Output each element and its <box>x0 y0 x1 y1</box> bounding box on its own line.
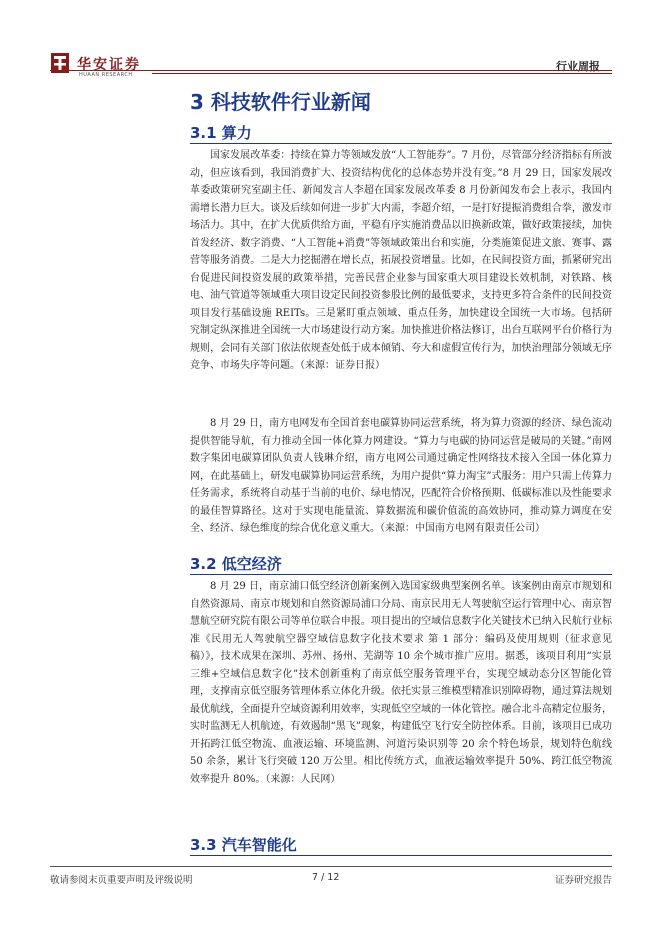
paragraph-nanjing-low-altitude: 8 月 29 日，南京浦口低空经济创新案例入选国家级典型案例名单。该案例由南京市规划和自然资源局、南京市规划和自然资源局浦口分局、南京民用无人驾驶航空运行管理中心、南京智慧航空研究院有限公司等单位联合申报。项目提出的空域信息数字化关键技术已纳入民航行业标准《民用无人驾驶航空器空域信息数字化技术要求 第 1 部分：编码及使用规则（征求意见稿）》，技术成果在深圳、苏州、扬州、芜湖等 10 余个城市推广应用。据悉，该项目利用“实景三维+空域信息数字化”技术创新重构了南京低空服务管理平台，实现空域动态分区智能化管理，支撑南京低空服务管理体系立体化升级。依托实景三维模型精准识别障碍物，通过算法规划最优航线，全面提升空域资源利用效率，实现低空空域的一体化管控。融合北斗高精定位服务，实时监测无人机航迹，有效遏制“黑飞”现象，构建低空飞行安全防控体系。目前，该项目已成功开拓跨江低空物流、血液运输、环境监测、河道污染识别等 20 余个特色场景，规划特色航线 50 余条，累计飞行突破 120 万公里。相比传统方式，血液运输效率提升 50%、跨江低空物流效率提升 80%。（来源：人民网） <box>190 581 612 785</box>
section-heading-auto-intelligence: 3.3 汽车智能化 <box>190 836 297 854</box>
section-heading-low-altitude: 3.2 低空经济 <box>190 555 282 573</box>
paragraph-csg-compute-system: 8 月 29 日，南方电网发布全国首套电碳算协同运营系统，将为算力资源的经济、绿色流动提供智能导航，有力推动全国一体化算力网建设。“算力与电碳的协同运营是破局的关键。”南网数字集团电碳算团队负责人钱琳介绍，南方电网公司通过确定性网络技术接入全国一体化算力网，在此基础上，研发电碳算协同运营系统，为用户提供“算力淘宝”式服务：用户只需上传算力任务需求，系统将自动基于当前的电价、绿电情况，匹配符合价格预期、低碳标准以及性能要求的最佳智算路径。这对于实现电能量流、算数据流和碳价值流的高效协同，推动算力调度在安全、经济、绿色维度的综合优化意义重大。（来源：中国南方电网有限责任公司） <box>190 418 612 534</box>
header-divider-thin <box>152 73 612 74</box>
page-number: 7 / 12 <box>312 872 340 883</box>
footer-report-type: 证券研究报告 <box>554 875 612 886</box>
page-header <box>50 50 612 82</box>
report-type-label: 行业周报 <box>556 60 600 73</box>
section-rule <box>190 574 612 575</box>
footer-divider <box>50 866 612 867</box>
section-rule <box>190 855 612 856</box>
page-title: 3 科技软件行业新闻 <box>190 90 371 114</box>
logo-english-name: HUAAN RESEARCH <box>79 72 133 78</box>
footer-disclaimer: 敬请参阅末页重要声明及评级说明 <box>50 875 193 886</box>
section-rule <box>190 143 612 144</box>
paragraph-ndrc-ai-voucher: 国家发展改革委：持续在算力等领域发放“人工智能券”。7 月份，尽管部分经济指标有所波动，但应该看到，我国消费扩大、投资结构优化的总体态势并没有变。”8 月 29 日，国家发展改革委政策研究室副主任、新闻发言人李超在国家发展改革委 8 月份新闻发布会上表示，我国内需增长潜力巨大。谈及后续如何进一步扩大内需，李超介绍，一是打好提振消费组合拳，激发市场活力。其中，在扩大优质供给方面，平稳有序实施消费品以旧换新政策，做好政策接续，加快首发经济、数字消费、“人工智能+消费”等领域政策出台和实施，分类施策促进文旅、赛事、露营等服务消费。二是大力挖掘潜在增长点，拓展投资增量。比如，在民间投资方面，抓紧研究出台促进民间投资发展的政策举措，完善民营企业参与国家重大项目建设长效机制，对铁路、核电、油气管道等领域重大项目设定民间投资参股比例的最低要求，支持更多符合条件的民间投资项目发行基础设施 REITs。三是紧盯重点领域、重点任务，加快建设全国统一大市场。包括研究制定纵深推进全国统一大市场建设行动方案。加快推进价格法修订，出台互联网平台价格行为规则，会同有关部门依法依规查处低于成本倾销、夸大和虚假宣传行为，加快治理部分领域无序竞争、市场失序等问题。（来源：证券日报） <box>190 150 612 371</box>
logo-chinese-name: 华安证券 <box>77 57 141 73</box>
header-divider <box>50 70 612 71</box>
section-heading-compute: 3.1 算力 <box>190 124 252 142</box>
